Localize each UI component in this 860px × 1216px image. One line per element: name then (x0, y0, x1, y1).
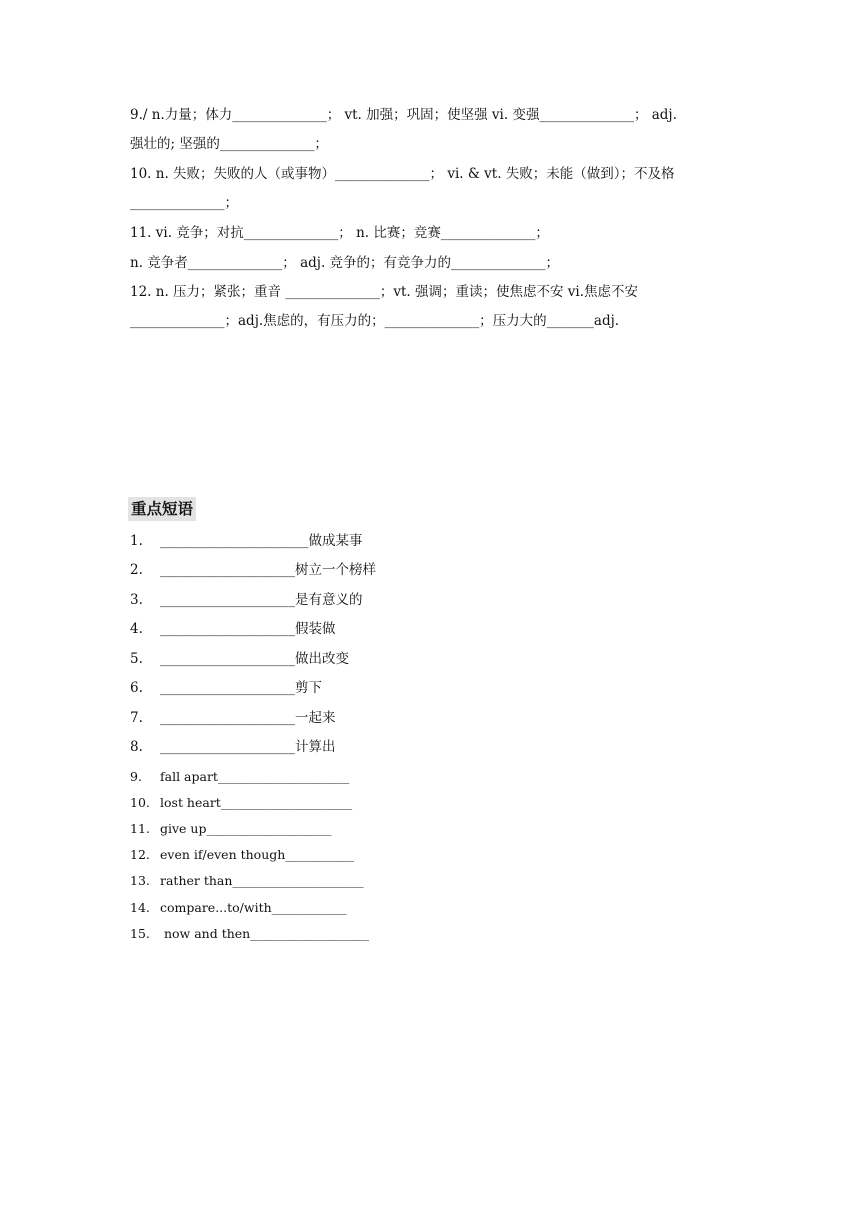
phrase-number: 4. (130, 621, 143, 637)
phrase-item (130, 620, 336, 638)
vocab-line: ______________；adj.焦虑的，有压力的；______________；压力大的_______adj. (130, 313, 620, 329)
phrase-number: 2. (130, 562, 143, 578)
phrase-item (130, 591, 363, 609)
phrase-text: ____________________树立一个榜样 (160, 562, 376, 578)
phrase-item (130, 925, 369, 943)
phrase-item (130, 532, 363, 550)
phrase-number: 14. (130, 900, 150, 915)
phrase-text: give up____________________ (160, 821, 332, 836)
phrase-item (130, 561, 376, 579)
phrase-number: 9. (130, 769, 142, 784)
phrase-text: ____________________计算出 (160, 739, 336, 755)
phrase-item (130, 899, 347, 917)
phrase-number: 10. (130, 795, 150, 810)
phrase-number: 6. (130, 680, 143, 696)
phrase-number: 11. (130, 821, 150, 836)
phrase-item (130, 872, 364, 890)
phrase-text: ____________________一起来 (160, 710, 336, 726)
phrase-text: ____________________做出改变 (160, 651, 349, 667)
vocab-line: ______________； (130, 195, 238, 211)
vocab-line: n. 竞争者______________； adj. 竞争的；有竞争力的______________； (130, 255, 560, 271)
phrase-text: lost heart_____________________ (160, 795, 353, 810)
vocab-line: 9./ n.力量；体力______________； vt. 加强；巩固；使坚强 vi. 变强______________； adj. (130, 107, 677, 123)
phrase-item (130, 738, 336, 756)
phrase-text: ____________________假装做 (160, 621, 336, 637)
phrase-text: ____________________剪下 (160, 680, 322, 696)
phrase-text: fall apart_____________________ (160, 769, 350, 784)
phrase-text: rather than_____________________ (160, 873, 364, 888)
phrase-number: 8. (130, 739, 143, 755)
phrase-number: 12. (130, 847, 150, 862)
phrase-text: ______________________做成某事 (160, 533, 363, 549)
phrase-number: 3. (130, 592, 143, 608)
phrase-item (130, 679, 322, 697)
phrase-text: now and then___________________ (160, 926, 369, 941)
phrase-item (130, 650, 349, 668)
phrase-item (130, 820, 331, 838)
section-title-key-phrases: 重点短语 (128, 497, 196, 521)
vocab-line: 11. vi. 竞争；对抗______________； n. 比赛；竞赛______________； (130, 225, 549, 241)
phrase-item (130, 794, 352, 812)
phrase-item (130, 846, 354, 864)
phrase-number: 1. (130, 533, 143, 549)
phrase-text: compare...to/with____________ (160, 900, 347, 915)
phrase-number: 5. (130, 651, 143, 667)
vocab-line: 10. n. 失败；失败的人（或事物）______________； vi. & vt. 失败；未能（做到）；不及格 (130, 166, 675, 182)
phrase-number: 15. (130, 926, 150, 941)
vocab-line: 强壮的; 坚强的______________； (130, 136, 328, 152)
phrase-item (130, 709, 336, 727)
phrase-number: 13. (130, 873, 150, 888)
phrase-text: ____________________是有意义的 (160, 592, 363, 608)
phrase-item (130, 768, 349, 786)
phrase-text: even if/even though___________ (160, 847, 355, 862)
phrase-number: 7. (130, 710, 143, 726)
vocab-line: 12. n. 压力；紧张；重音 ______________；vt. 强调；重读；使焦虑不安 vi.焦虑不安 (130, 284, 638, 300)
